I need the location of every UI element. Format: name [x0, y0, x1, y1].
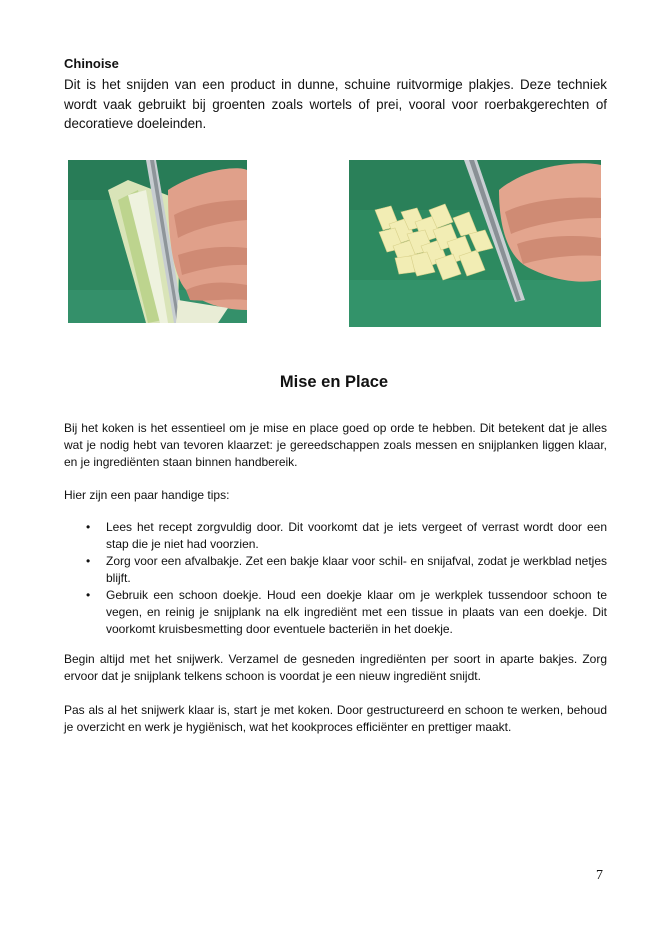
list-item — [84, 519, 607, 553]
section-title: Chinoise — [64, 56, 119, 71]
bullet: • — [86, 554, 91, 568]
section-heading: Mise en Place — [279, 373, 389, 391]
paragraph-intro: Bij het koken is het essentieel om je mise en place goed op orde te hebben. Dit betekent dat je alles wat je nodig hebt van tevoren klaarzet: je gereedschappen zoals messen en snijplanken liggen klaar, en je ingrediënten staan binnen handbereik. — [64, 421, 607, 469]
tips-list — [84, 519, 607, 638]
section-intro: Dit is het snijden van een product in dunne, schuine ruitvormige plakjes. Deze techniek wordt vaak gebruikt bij groenten zoals wortels of prei, vooral voor roerbakgerechten of decoratieve doeleinden. — [64, 77, 607, 131]
page-number: 7 — [596, 868, 603, 883]
list-item — [84, 553, 607, 587]
photo-leek-slicing — [68, 160, 247, 323]
list-item-text: Gebruik een schoon doekje. Houd een doekje klaar om je werkplek tussendoor schoon te vegen, en reinig je snijplank na elk ingrediënt met een tissue in plaats van een doekje. Dit voorkomt kruisbesmetting door eventuele bacteriën in het doekje. — [106, 588, 607, 636]
paragraph-tips-lead: Hier zijn een paar handige tips: — [64, 488, 230, 502]
bullet: • — [86, 520, 91, 534]
photo-chinoise-pieces — [349, 160, 601, 327]
bullet: • — [86, 588, 91, 602]
list-item — [84, 587, 607, 638]
paragraph-cutting: Begin altijd met het snijwerk. Verzamel de gesneden ingrediënten per soort in aparte bakjes. Zorg ervoor dat je snijplank telkens schoon is voordat je een nieuw ingrediënt snijdt. — [64, 652, 607, 683]
list-item-text: Lees het recept zorgvuldig door. Dit voorkomt dat je iets vergeet of verrast wordt door een stap die je niet had voorzien. — [106, 520, 607, 551]
list-item-text: Zorg voor een afvalbakje. Zet een bakje klaar voor schil- en snijafval, zodat je werkblad netjes blijft. — [106, 554, 607, 585]
paragraph-cooking: Pas als al het snijwerk klaar is, start je met koken. Door gestructureerd en schoon te werken, behoud je overzicht en werk je hygiënisch, wat het kookproces efficiënter en prettiger maakt. — [64, 703, 607, 734]
